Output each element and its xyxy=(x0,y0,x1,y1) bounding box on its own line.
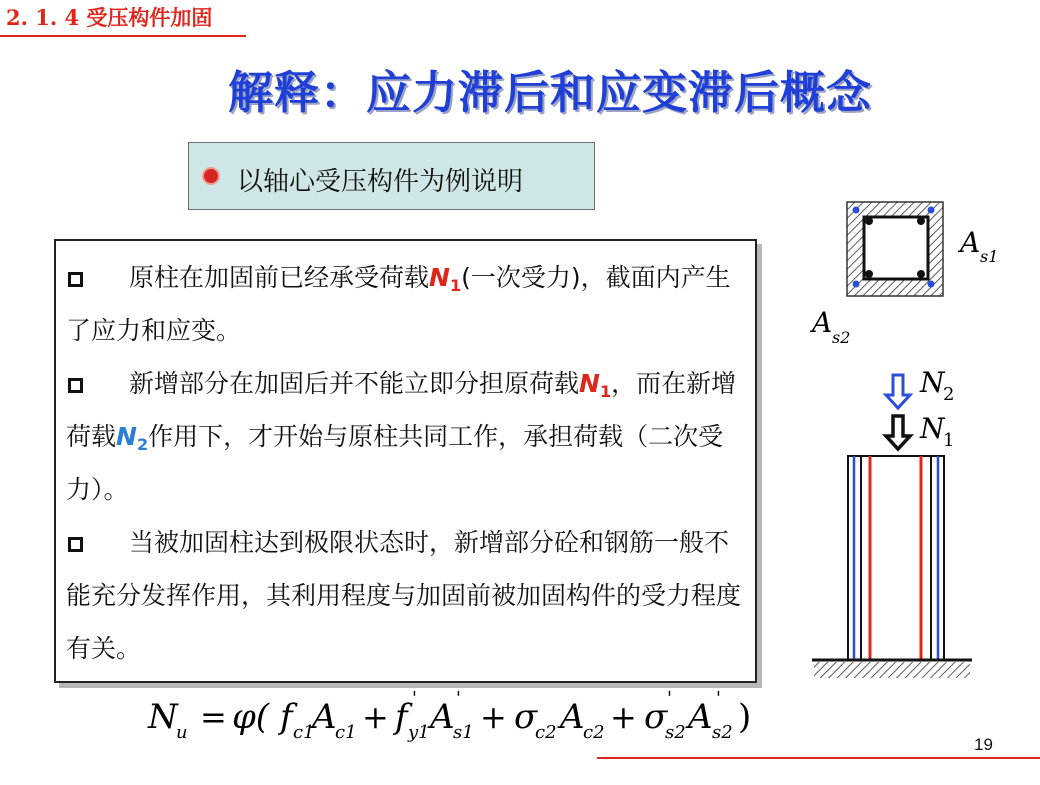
formula-a-c1: A xyxy=(312,697,337,737)
formula-a-s2: A xyxy=(688,697,713,737)
section-label: 2. 1. 4 受压构件加固 xyxy=(6,5,213,30)
column-diagram xyxy=(800,180,1035,690)
formula-sigma-c2-sub: c2 xyxy=(535,722,557,743)
subtitle-box xyxy=(188,142,595,210)
top-divider xyxy=(0,35,246,37)
formula-f-y1-sub: y1 xyxy=(408,722,430,743)
subtitle-text: 以轴心受压构件为例说明 xyxy=(237,167,524,197)
square-bullet-icon xyxy=(68,378,83,393)
original-rebar xyxy=(917,270,925,278)
n1-arrow-icon xyxy=(886,416,910,449)
bullet-2-text-mid: ，而在新增荷载 xyxy=(66,369,737,451)
bullet-2-text-after: 作用下，才开始与原柱共同工作，承担荷载（二次受力）。 xyxy=(66,422,724,504)
capacity-formula xyxy=(140,690,780,750)
original-rebar xyxy=(865,217,873,225)
n2-arrow-icon xyxy=(886,375,910,408)
n2-label: N xyxy=(920,366,945,399)
bullet-item-3 xyxy=(66,516,746,675)
column-elevation xyxy=(848,456,944,660)
bullet-item-2 xyxy=(66,357,746,516)
formula-f-c1-sub: c1 xyxy=(293,722,315,743)
original-rebar xyxy=(917,217,925,225)
formula-plus-3: + xyxy=(610,698,637,736)
bullet-3-text: 当被加固柱达到极限状态时，新增部分砼和钢筋一般不能充分发挥作用，其利用程度与加固前被加固构件的受力程度有关。 xyxy=(66,528,742,663)
load-n1-label xyxy=(579,369,612,401)
formula-sigma-c2: σ xyxy=(514,697,538,737)
formula-lhs: N xyxy=(148,697,178,737)
formula-sigma-s2-sub: s2 xyxy=(665,722,686,743)
column-cross-section xyxy=(847,202,943,296)
formula-lhs-sub: u xyxy=(176,722,188,743)
formula-phi: φ( xyxy=(232,697,270,737)
flower-bullet-icon xyxy=(204,169,218,183)
new-rebar xyxy=(928,207,935,214)
formula-a-s2-prime: ' xyxy=(716,690,721,709)
bullet-2-text-before: 新增部分在加固后并不能立即分担原荷载 xyxy=(129,369,580,398)
bullet-item-1 xyxy=(66,251,746,357)
as2-label-sub: s2 xyxy=(832,328,851,347)
load-n2-label xyxy=(116,422,149,454)
new-rebar xyxy=(853,207,860,214)
slide-title: 解释：应力滞后和应变滞后概念 xyxy=(227,66,872,119)
formula-f-c1: f xyxy=(280,697,293,737)
load-n1-subscript: 1 xyxy=(449,276,462,295)
formula-plus-1: + xyxy=(362,698,389,736)
formula-a-s1: A xyxy=(430,697,455,737)
formula-plus-2: + xyxy=(480,698,507,736)
explanation-box xyxy=(54,239,757,683)
formula-a-c2: A xyxy=(560,697,585,737)
square-bullet-icon xyxy=(68,537,83,552)
formula-a-s1-sub: s1 xyxy=(453,722,474,743)
formula-sigma-s2: σ xyxy=(644,697,668,737)
load-n1-label xyxy=(429,263,462,295)
formula-a-s1-prime: ' xyxy=(456,690,461,709)
square-bullet-icon xyxy=(68,272,83,287)
n1-label: N xyxy=(920,412,945,445)
formula-f-y1-prime: ' xyxy=(412,690,417,709)
new-rebar xyxy=(928,281,935,288)
formula-equals: = xyxy=(200,698,227,736)
formula-a-c1-sub: c1 xyxy=(335,722,357,743)
ground-support xyxy=(812,660,972,678)
bullet-1-text-before: 原柱在加固前已经承受荷载 xyxy=(129,263,430,292)
load-n1-subscript: 1 xyxy=(599,382,612,401)
bullet-list xyxy=(66,251,746,675)
load-n2-letter: N xyxy=(116,422,137,451)
load-n1-letter: N xyxy=(579,369,600,398)
n2-label-sub: 2 xyxy=(943,384,955,405)
formula-f-y1: f xyxy=(395,697,408,737)
original-rebar xyxy=(865,270,873,278)
bullet-1-text-after: (一次受力)，截面内产生了应力和应变。 xyxy=(66,263,731,345)
formula-sigma-s2-prime: ' xyxy=(667,690,672,709)
load-n1-letter: N xyxy=(429,263,450,292)
as1-label-sub: s1 xyxy=(980,247,999,266)
bottom-divider xyxy=(597,757,1040,759)
new-rebar xyxy=(853,281,860,288)
formula-a-s2-sub: s2 xyxy=(712,722,733,743)
as1-label: A xyxy=(960,226,981,259)
formula-close-paren: ) xyxy=(738,697,752,737)
formula-a-c2-sub: c2 xyxy=(583,722,605,743)
load-n2-subscript: 2 xyxy=(136,435,149,454)
n1-label-sub: 1 xyxy=(943,430,955,451)
as2-label: A xyxy=(812,306,833,339)
page-number: 19 xyxy=(974,735,993,754)
